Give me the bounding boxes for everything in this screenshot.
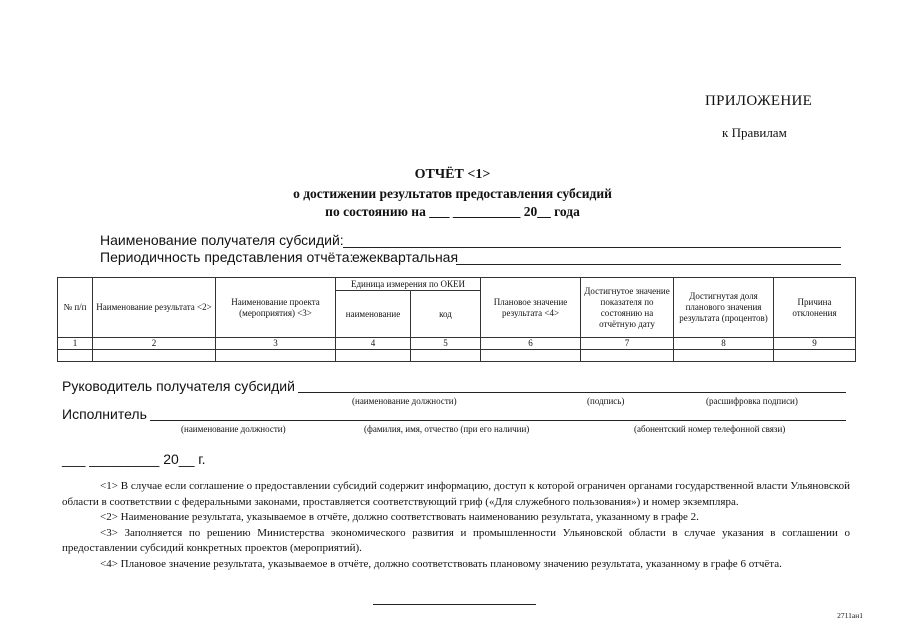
header-plan-value: Плановое значение результата <4> [481,278,581,338]
table-cell[interactable] [93,350,216,362]
head-caption-signature: (подпись) [587,396,625,406]
header-result-name: Наименование результата <2> [93,278,216,338]
periodicity-field[interactable] [456,264,841,265]
table-cell[interactable] [58,350,93,362]
table-cell[interactable] [481,350,581,362]
date-line: ___ _________ 20__ г. [62,451,206,467]
report-date-line: по состоянию на ___ __________ 20__ года [325,204,580,219]
col-number: 2 [93,338,216,350]
report-title: ОТЧЁТ <1> [414,167,491,182]
head-caption-position: (наименование должности) [352,396,457,406]
table-cell[interactable] [336,350,411,362]
col-number: 3 [216,338,336,350]
executor-caption-phone: (абонентский номер телефонной связи) [634,424,786,434]
document-code: 2711ан1 [837,611,863,620]
executor-caption-position: (наименование должности) [181,424,286,434]
footnotes [62,479,850,572]
recipient-label: Наименование получателя субсидий: [100,232,344,248]
column-numbers-row [58,338,856,350]
header-deviation-reason: Причина отклонения [774,278,856,338]
footnote-1: <1> В случае если соглашение о предоставлении субсидий содержит информацию, доступ к которой ограничен органами государственной власти Ульяновской области в соответствии с федеральными законами, проставляется соответствующий гриф («Для служебного пользования») и номер экземпляра. [62,480,850,508]
end-divider [373,604,536,605]
report-table [57,277,856,362]
footnote-2: <2> Наименование результата, указываемое в отчёте, должно соответствовать наименованию результата, указанному в графе 2. [100,511,699,523]
col-number: 6 [481,338,581,350]
header-project-name: Наименование проекта (мероприятия) <3> [216,278,336,338]
periodicity-label: Периодичность представления отчёта: [100,249,354,265]
col-number: 9 [774,338,856,350]
footnote-3: <3> Заполняется по решению Министерства экономического развития и промышленности Ульяновской области в случае указания в соглашении о предоставлении субсидий конкретных проектов (мероприятий). [62,526,850,554]
table-cell[interactable] [774,350,856,362]
executor-label: Исполнитель [62,406,147,422]
col-number: 8 [674,338,774,350]
header-okei-group: Единица измерения по ОКЕИ [336,278,481,291]
executor-caption-name: (фамилия, имя, отчество (при его наличии) [364,424,530,434]
report-subtitle: о достижении результатов предоставления субсидий [293,186,612,201]
col-number: 4 [336,338,411,350]
recipient-field[interactable] [343,247,841,248]
header-achieved-value: Достигнутое значение показателя по состоянию на отчётную дату [581,278,674,338]
executor-signature-line[interactable] [150,420,846,421]
col-number: 7 [581,338,674,350]
col-number: 1 [58,338,93,350]
header-num: № п/п [58,278,93,338]
head-signature-line[interactable] [298,392,846,393]
footnote-4: <4> Плановое значение результата, указываемое в отчёте, должно соответствовать плановому значению результата, указанному в графе 6 отчёта. [100,557,782,570]
table-cell[interactable] [581,350,674,362]
table-cell[interactable] [216,350,336,362]
header-unit-name: наименование [336,291,411,338]
table-row[interactable] [58,350,856,362]
col-number: 5 [411,338,481,350]
header-achieved-share: Достигнутая доля планового значения результата (процентов) [674,278,774,338]
periodicity-value: ежеквартальная [352,249,459,265]
head-label: Руководитель получателя субсидий [62,378,295,394]
appendix-subtitle: к Правилам [722,125,787,140]
head-caption-decoding: (расшифровка подписи) [706,396,798,406]
header-unit-code: код [411,291,481,338]
table-cell[interactable] [411,350,481,362]
appendix-title: ПРИЛОЖЕНИЕ [705,93,813,109]
table-cell[interactable] [674,350,774,362]
